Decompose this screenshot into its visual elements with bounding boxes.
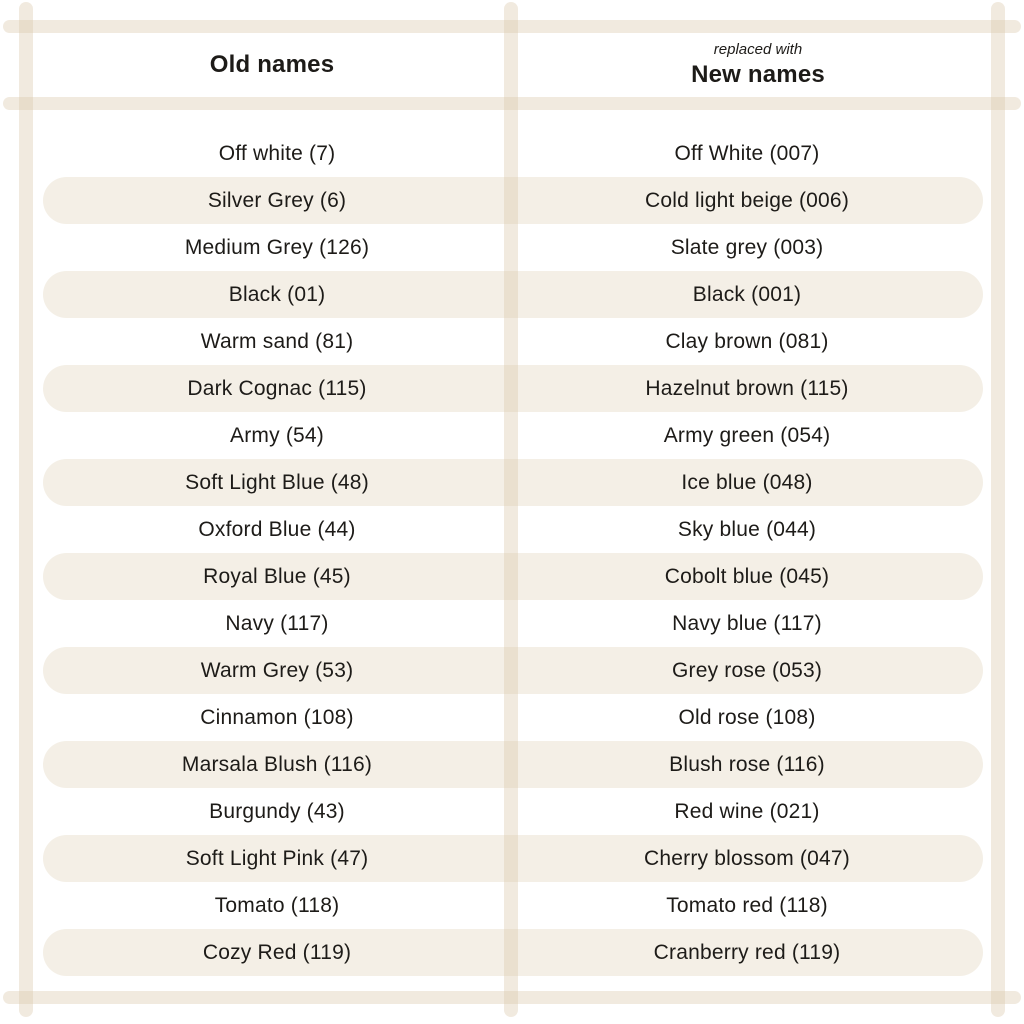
new-name-cell: Ice blue (048): [681, 470, 813, 494]
old-name-cell: Soft Light Pink (47): [185, 846, 369, 870]
new-name-cell: Cold light beige (006): [644, 188, 850, 212]
table-row: [43, 600, 983, 647]
old-name-cell: Warm sand (81): [200, 329, 354, 353]
table-row: [43, 271, 983, 318]
new-names-column-header: [511, 33, 1005, 97]
table-row: [43, 741, 983, 788]
old-name-cell: Cozy Red (119): [202, 940, 352, 964]
table-row: [43, 882, 983, 929]
old-names-column-header: Old names: [209, 51, 335, 78]
frame-horizontal-bar-bottom: [3, 991, 1021, 1004]
table-row: [43, 506, 983, 553]
old-name-cell: Army (54): [230, 423, 324, 447]
old-name-cell: Cinnamon (108): [200, 705, 354, 729]
table-row: [43, 365, 983, 412]
rows: [43, 130, 983, 976]
table-row: [43, 459, 983, 506]
new-name-cell: Clay brown (081): [665, 329, 829, 353]
old-name-cell: Dark Cognac (115): [187, 376, 367, 400]
new-name-cell: Slate grey (003): [670, 235, 824, 259]
frame-vertical-bar-right: [991, 2, 1005, 1017]
new-name-cell: Sky blue (044): [677, 517, 817, 541]
old-name-cell: Burgundy (43): [209, 799, 345, 823]
old-name-cell: Royal Blue (45): [203, 564, 351, 588]
table-row: [43, 130, 983, 177]
new-name-cell: Grey rose (053): [671, 658, 823, 682]
old-name-cell: Warm Grey (53): [200, 658, 354, 682]
table-row: [43, 694, 983, 741]
old-name-cell: Navy (117): [225, 611, 329, 635]
table-row: [43, 224, 983, 271]
table-row: [43, 929, 983, 976]
new-name-cell: Blush rose (116): [669, 752, 825, 776]
table-row: [43, 553, 983, 600]
frame-horizontal-bar-top: [3, 20, 1021, 33]
new-name-cell: Black (001): [692, 282, 802, 306]
frame-vertical-bar-left: [19, 2, 33, 1017]
new-name-cell: Hazelnut brown (115): [645, 376, 849, 400]
table-row: [43, 318, 983, 365]
table-row: [43, 412, 983, 459]
frame-horizontal-bar-under-header: [3, 97, 1021, 110]
new-name-cell: Cobolt blue (045): [664, 564, 830, 588]
new-name-cell: Navy blue (117): [672, 611, 822, 635]
old-name-cell: Off white (7): [218, 141, 336, 165]
new-name-cell: Old rose (108): [678, 705, 816, 729]
old-name-cell: Tomato (118): [214, 893, 340, 917]
new-name-cell: Off White (007): [674, 141, 820, 165]
old-name-cell: Soft Light Blue (48): [185, 470, 369, 494]
old-name-cell: Black (01): [228, 282, 326, 306]
replaced-with-note: replaced with: [713, 41, 803, 58]
new-name-cell: Cherry blossom (047): [644, 846, 850, 870]
old-name-cell: Silver Grey (6): [207, 188, 347, 212]
new-names-label: New names: [691, 61, 825, 88]
old-name-cell: Oxford Blue (44): [198, 517, 356, 541]
new-name-cell: Cranberry red (119): [653, 940, 841, 964]
table-row: [43, 835, 983, 882]
table-row: [43, 647, 983, 694]
new-name-cell: Tomato red (118): [666, 893, 828, 917]
new-name-cell: Army green (054): [663, 423, 831, 447]
new-name-cell: Red wine (021): [674, 799, 820, 823]
old-name-cell: Marsala Blush (116): [181, 752, 373, 776]
table-row: [43, 788, 983, 835]
old-name-cell: Medium Grey (126): [184, 235, 370, 259]
table-row: [43, 177, 983, 224]
